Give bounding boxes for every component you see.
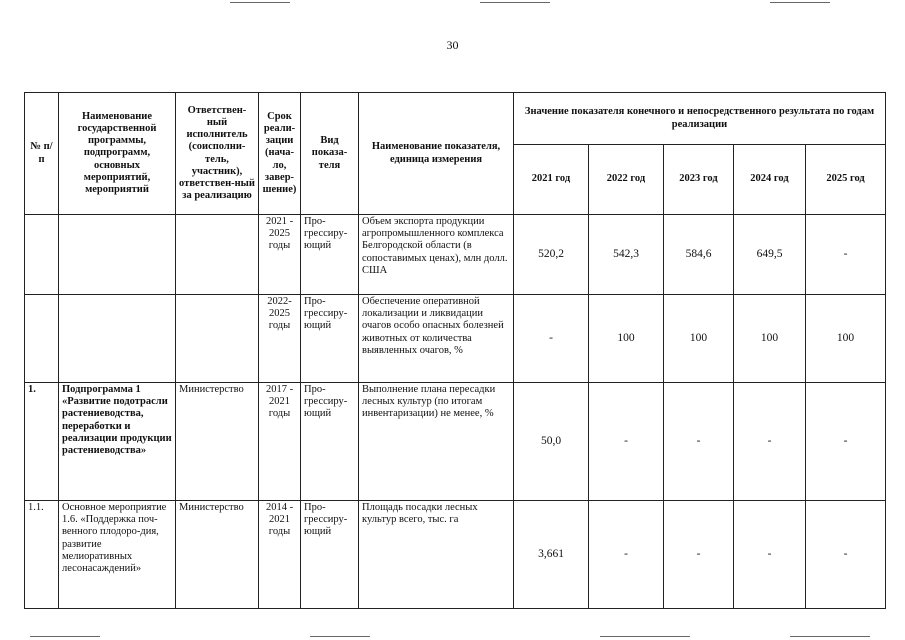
table-row: [25, 295, 886, 383]
cell-responsible: [176, 215, 259, 295]
cell-value: -: [806, 215, 886, 295]
scan-artifact-rule: [230, 2, 290, 3]
cell-term: 2017 - 2021 годы: [259, 383, 301, 501]
scan-artifact-rule: [30, 636, 100, 637]
cell-term: 2014 - 2021 годы: [259, 501, 301, 609]
cell-kind: Про-грессиру-ющий: [301, 215, 359, 295]
cell-value: 100: [806, 295, 886, 383]
cell-value: -: [589, 383, 664, 501]
cell-kind: Про-грессиру-ющий: [301, 383, 359, 501]
header-indicator: Наименование показателя, единица измерения: [359, 93, 514, 215]
cell-value: 3,661: [514, 501, 589, 609]
header-year: 2024 год: [734, 145, 806, 215]
table-row: [25, 215, 886, 295]
cell-value: -: [734, 501, 806, 609]
cell-num: 1.1.: [25, 501, 59, 609]
cell-value: 542,3: [589, 215, 664, 295]
cell-responsible: Министерство: [176, 383, 259, 501]
cell-value: 584,6: [664, 215, 734, 295]
cell-kind: Про-грессиру-ющий: [301, 501, 359, 609]
cell-value: -: [514, 295, 589, 383]
header-kind: Вид показа-теля: [301, 93, 359, 215]
table-row: [25, 383, 886, 501]
header-year: 2021 год: [514, 145, 589, 215]
cell-kind: Про-грессиру-ющий: [301, 295, 359, 383]
header-program: Наименование государственной программы, подпрограмм, основных мероприятий, мероприятий: [59, 93, 176, 215]
cell-program: [59, 295, 176, 383]
cell-term: 2022- 2025 годы: [259, 295, 301, 383]
cell-responsible: [176, 295, 259, 383]
cell-value: 100: [589, 295, 664, 383]
cell-num: [25, 295, 59, 383]
page-number: 30: [446, 38, 459, 52]
header-term: Срок реали-зации (нача-ло, завер-шение): [259, 93, 301, 215]
header-year: 2023 год: [664, 145, 734, 215]
cell-value: -: [589, 501, 664, 609]
cell-indicator: Объем экспорта продукции агропромышленного комплекса Белгородской области (в сопоставимых ценах), млн долл. США: [359, 215, 514, 295]
scan-artifact-rule: [310, 636, 370, 637]
cell-indicator: Выполнение плана пересадки лесных культур (по итогам инвентаризации) не менее, %: [359, 383, 514, 501]
scan-artifact-rule: [770, 2, 830, 3]
table-row: [25, 501, 886, 609]
header-num: № п/п: [25, 93, 59, 215]
cell-indicator: Площадь посадки лесных культур всего, тыс. га: [359, 501, 514, 609]
cell-num: [25, 215, 59, 295]
cell-num: 1.: [25, 383, 59, 501]
scan-artifact-rule: [790, 636, 870, 637]
cell-term: 2021 - 2025 годы: [259, 215, 301, 295]
cell-value: 649,5: [734, 215, 806, 295]
header-year: 2025 год: [806, 145, 886, 215]
header-responsible: Ответствен-ный исполнитель (соисполни-тель, участник), ответствен-ный за реализацию: [176, 93, 259, 215]
cell-value: -: [664, 501, 734, 609]
cell-value: 50,0: [514, 383, 589, 501]
header-year: 2022 год: [589, 145, 664, 215]
cell-program: Подпрограмма 1 «Развитие подотрасли растениеводства, переработки и реализации продукции растениеводства»: [59, 383, 176, 501]
cell-value: -: [664, 383, 734, 501]
scan-artifact-rule: [600, 636, 690, 637]
cell-program: Основное мероприятие 1.6. «Поддержка поч-венного плодоро-дия, развитие мелиоративных лесонасаждений»: [59, 501, 176, 609]
cell-program: [59, 215, 176, 295]
cell-value: 520,2: [514, 215, 589, 295]
cell-indicator: Обеспечение оперативной локализации и ликвидации очагов особо опасных болезней животных от количества выявленных очагов, %: [359, 295, 514, 383]
cell-value: -: [806, 383, 886, 501]
cell-responsible: Министерство: [176, 501, 259, 609]
scan-artifact-rule: [480, 2, 550, 3]
indicators-table: [24, 92, 886, 609]
header-values-group: Значение показателя конечного и непосредственного результата по годам реализации: [514, 93, 886, 145]
cell-value: -: [806, 501, 886, 609]
cell-value: 100: [664, 295, 734, 383]
cell-value: 100: [734, 295, 806, 383]
cell-value: -: [734, 383, 806, 501]
